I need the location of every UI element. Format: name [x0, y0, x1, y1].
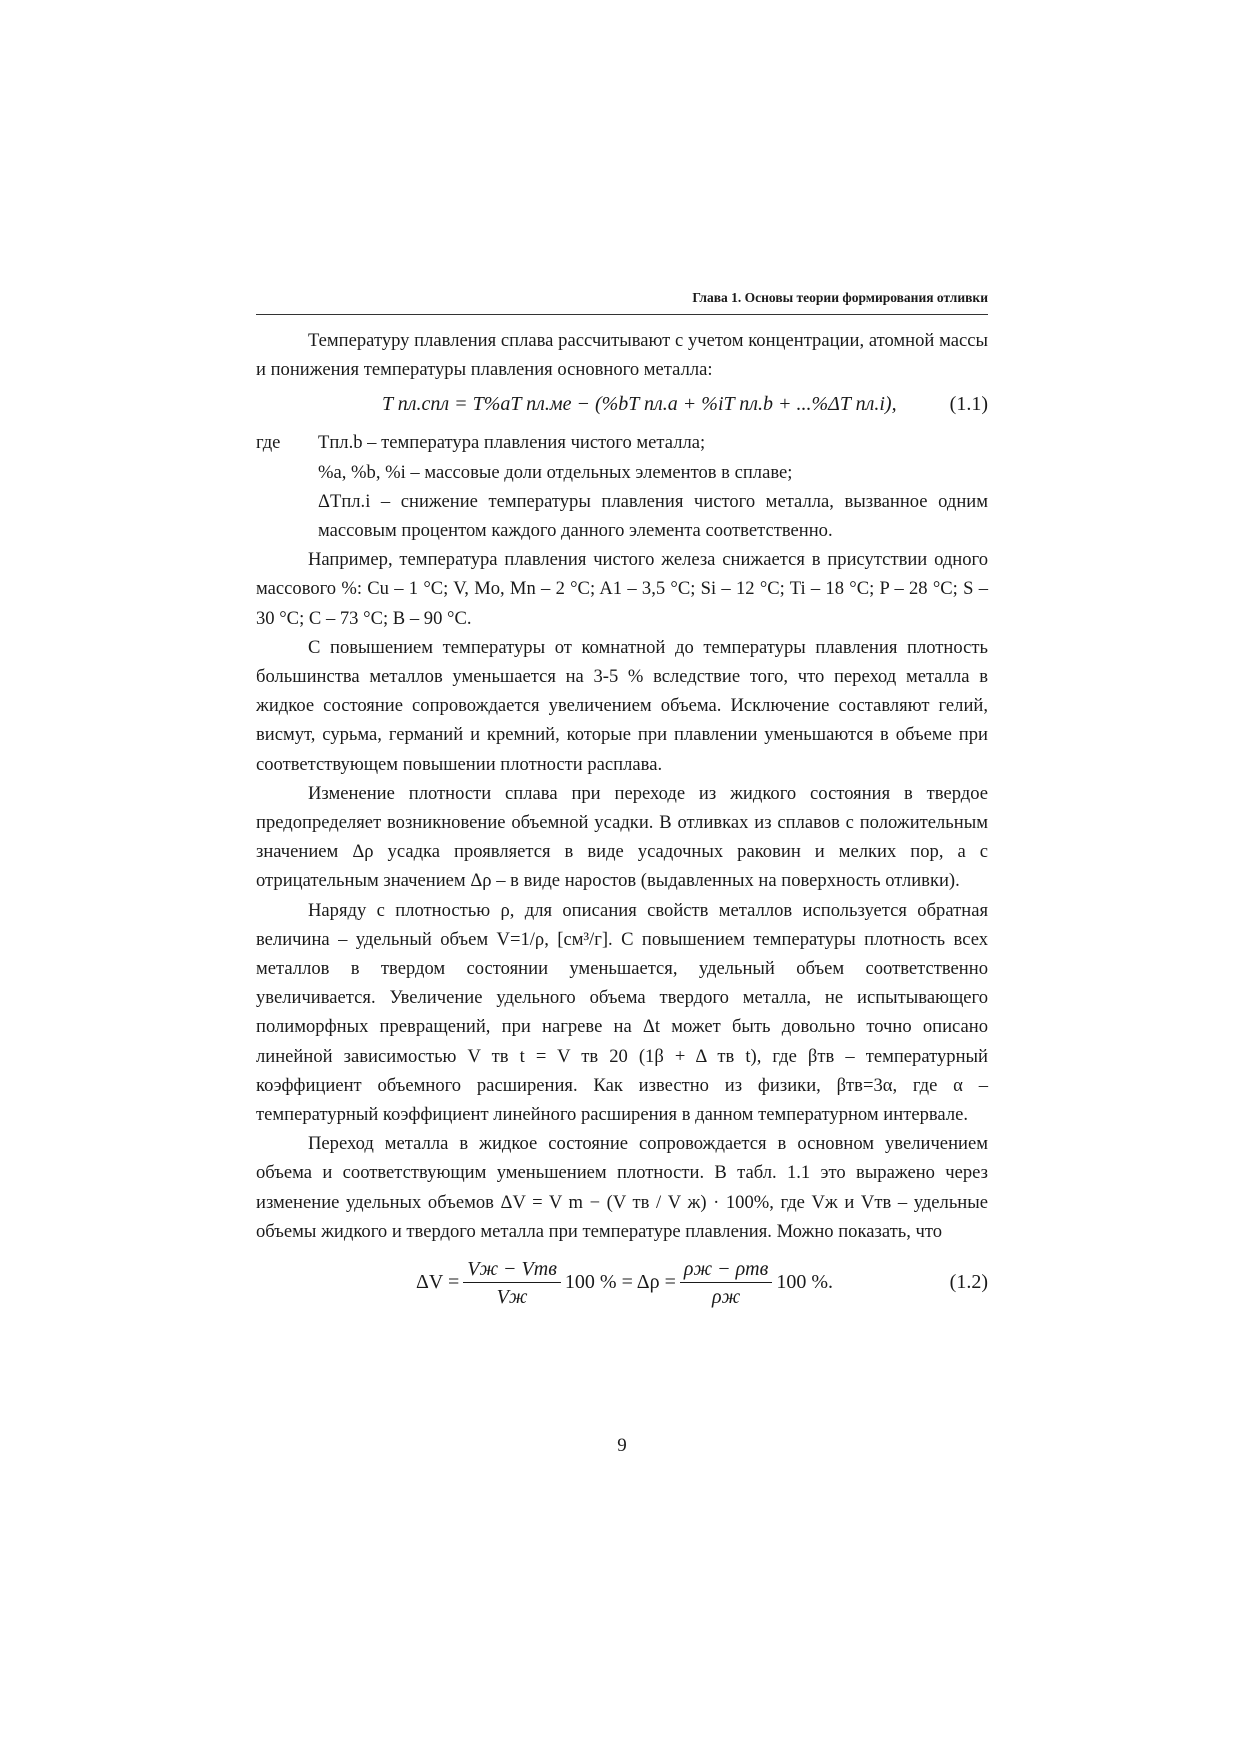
fraction-density-denominator: ρж — [711, 1285, 741, 1308]
paragraph-liquid-transition: Переход металла в жидкое состояние сопровождается в основном увеличением объема и соответствующим уменьшением плотности. В табл. 1.1 это выражено через изменение удельных объемов ΔV = V m − (V тв / V ж) · 100%, где Vж и Vтв – удельные объемы жидкого и твердого металла при температуре плавления. Можно показать, что — [256, 1133, 988, 1242]
page-number: 9 — [617, 1435, 627, 1456]
fraction-volume-numerator: Vж − Vтв — [463, 1256, 561, 1283]
fraction-density-numerator: ρж − ρтв — [680, 1256, 772, 1283]
definition-delta-t: ΔTпл.i – снижение температуры плавления чистого металла, вызванное одним массовым процентом каждого данного элемента соответственно. — [318, 490, 988, 542]
equation-1-2-tail: 100 %. — [776, 1271, 833, 1294]
equation-1-2-number: (1.2) — [949, 1271, 988, 1294]
equation-1-1-number: (1.1) — [949, 393, 988, 416]
equation-1-2-fraction-density — [680, 1256, 772, 1311]
definitions-label: где — [256, 432, 281, 454]
paragraph-shrinkage: Изменение плотности сплава при переходе из жидкого состояния в твердое предопределяет возникновение объемной усадки. В отливках из сплавов с положительным значением Δρ усадка проявляется в виде усадочных раковин и мелких пор, а с отрицательным значением Δρ – в виде наростов (выдавленных на поверхность отливки). — [256, 782, 988, 892]
equation-1-1 — [256, 384, 988, 428]
equation-1-2-expression — [416, 1252, 833, 1314]
definition-tplb: Tпл.b – температура плавления чистого металла; — [318, 432, 706, 454]
definition-mass-fractions: %a, %b, %i – массовые доли отдельных элементов в сплаве; — [318, 461, 793, 483]
paragraph-specific-volume: Наряду с плотностью ρ, для описания свойств металлов используется обратная величина – удельный объем V=1/ρ, [см³/г]. С повышением температуры плотность всех металлов в твердом состоянии уменьшается, удельный объем соответственно увеличивается. Увеличение удельного объема твердого металла, не испытывающего полиморфных превращений, при нагреве на Δt может быть довольно точно описано линейной зависимостью V тв t = V тв 20 (1β + Δ тв t), где βтв – температурный коэффициент объемного расширения. Как известно из физики, βтв=3α, где α – температурный коэффициент линейного расширения в данном температурном интервале. — [256, 899, 988, 1126]
intro-paragraph: Температуру плавления сплава рассчитывают с учетом концентрации, атомной массы и понижения температуры плавления основного металла: — [256, 330, 988, 381]
equation-1-2-lhs: ΔV = — [416, 1271, 460, 1294]
equation-1-1-expression: T пл.спл = T%aT пл.ме − (%bT пл.a + %iT пл.b + ...%ΔT пл.i), — [382, 393, 897, 416]
equation-1-2-middle: 100 % = Δρ = — [564, 1271, 676, 1294]
equation-1-2-fraction-volume — [463, 1256, 561, 1311]
paragraph-density-change: С повышением температуры от комнатной до температуры плавления плотность большинства металлов уменьшается на 3-5 % вследствие того, что переход металла в жидкое состояние сопровождается увеличением объема. Исключение составляют гелий, висмут, сурьма, германий и кремний, которые при плавлении уменьшаются в объеме при соответствующем повышении плотности расплава. — [256, 636, 988, 775]
page-header: Глава 1. Основы теории формирования отливки — [256, 290, 988, 315]
page-body — [256, 326, 988, 1322]
equation-1-2 — [256, 1252, 988, 1322]
fraction-volume-denominator: Vж — [496, 1285, 528, 1308]
paragraph-iron-example: Например, температура плавления чистого железа снижается в присутствии одного массового %: Cu – 1 °C; V, Mo, Mn – 2 °C; A1 – 3,5 °C; Si – 12 °C; Ti – 18 °C; P – 28 °C; S – 30 °C; C – 73 °C; B – 90 °C. — [256, 549, 988, 629]
definitions-block — [256, 428, 988, 545]
